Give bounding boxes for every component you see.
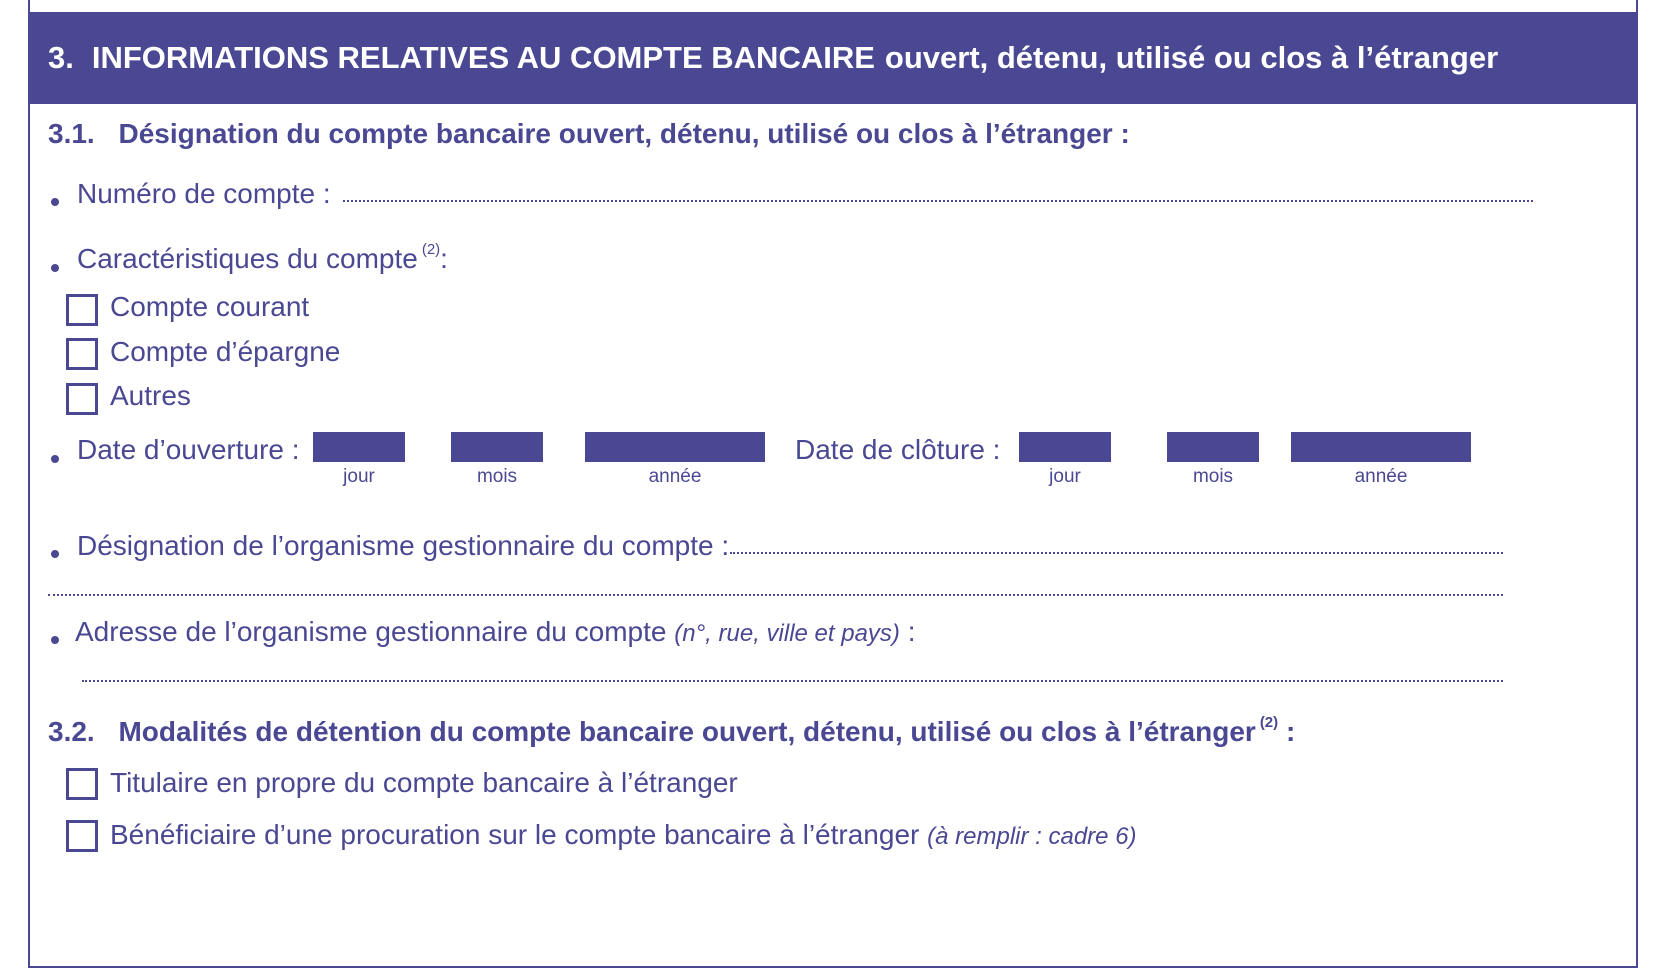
closing-year-boxes[interactable] <box>1291 432 1471 462</box>
bullet-icon <box>51 264 59 272</box>
proxy-hint: (à remplir : cadre 6) <box>927 823 1137 850</box>
organisation-name-field[interactable] <box>730 552 1503 554</box>
savings-account-label: Compte d’épargne <box>110 336 341 367</box>
checkbox-proxy[interactable] <box>66 820 98 852</box>
opening-year-boxes[interactable] <box>585 432 765 462</box>
organisation-address-field[interactable] <box>82 680 1503 682</box>
subsection-3-2-colon: : <box>1285 716 1296 747</box>
organisation-name-label: Désignation de l’organisme gestionnaire du compte : <box>77 530 730 561</box>
closing-day-caption: jour <box>1049 466 1081 487</box>
owner-label: Titulaire en propre du compte bancaire à l’étranger <box>110 767 738 798</box>
checkbox-savings-account[interactable] <box>66 338 98 370</box>
organisation-name-field-line-2[interactable] <box>48 594 1503 596</box>
proxy-text: Bénéficiaire d’une procuration sur le compte bancaire à l’étranger <box>110 819 920 850</box>
subsection-3-1-heading <box>48 118 1130 150</box>
footnote-ref: (2) <box>421 241 441 258</box>
account-number-label: Numéro de compte : <box>77 178 331 209</box>
account-number-field[interactable] <box>343 200 1533 202</box>
opening-month-boxes[interactable] <box>451 432 543 462</box>
organisation-address-hint: (n°, rue, ville et pays) <box>674 620 900 647</box>
section-header <box>28 12 1638 104</box>
closing-month-caption: mois <box>1192 466 1234 487</box>
section-title-rest: ouvert, détenu, utilisé ou clos à l’étranger <box>884 40 1499 75</box>
section-number: 3. <box>48 40 74 75</box>
footnote-ref: (2) <box>1259 714 1279 731</box>
other-account-label: Autres <box>110 380 191 411</box>
opening-day-boxes[interactable] <box>313 432 405 462</box>
characteristics-label <box>77 243 448 275</box>
checkbox-owner[interactable] <box>66 768 98 800</box>
organisation-address-colon: : <box>907 616 916 647</box>
bullet-icon <box>51 550 59 558</box>
organisation-address-text: Adresse de l’organisme gestionnaire du compte <box>75 616 667 647</box>
subsection-3-1-title: Désignation du compte bancaire ouvert, détenu, utilisé ou clos à l’étranger : <box>118 118 1130 149</box>
current-account-label: Compte courant <box>110 291 310 322</box>
opening-month-caption: mois <box>476 466 518 487</box>
section-title: INFORMATIONS RELATIVES AU COMPTE BANCAIRE <box>91 40 875 75</box>
bullet-icon <box>51 455 59 463</box>
closing-date-label: Date de clôture : <box>795 434 1001 465</box>
organisation-address-label <box>75 616 915 648</box>
opening-day-caption: jour <box>343 466 375 487</box>
bullet-icon <box>51 198 59 206</box>
subsection-3-1-number: 3.1. <box>48 118 95 149</box>
characteristics-text: Caractéristiques du compte <box>77 243 418 274</box>
opening-date-label: Date d’ouverture : <box>77 434 300 465</box>
bullet-icon <box>51 636 59 644</box>
closing-year-caption: année <box>1354 466 1408 487</box>
closing-day-boxes[interactable] <box>1019 432 1111 462</box>
closing-month-boxes[interactable] <box>1167 432 1259 462</box>
subsection-3-2-number: 3.2. <box>48 716 95 747</box>
checkbox-other-account[interactable] <box>66 383 98 415</box>
subsection-3-2-title: Modalités de détention du compte bancaire ouvert, détenu, utilisé ou clos à l’étranger <box>118 716 1256 747</box>
opening-year-caption: année <box>648 466 702 487</box>
subsection-3-2-heading <box>48 716 1295 748</box>
characteristics-colon: : <box>440 243 448 274</box>
checkbox-current-account[interactable] <box>66 294 98 326</box>
proxy-label <box>110 819 1137 851</box>
